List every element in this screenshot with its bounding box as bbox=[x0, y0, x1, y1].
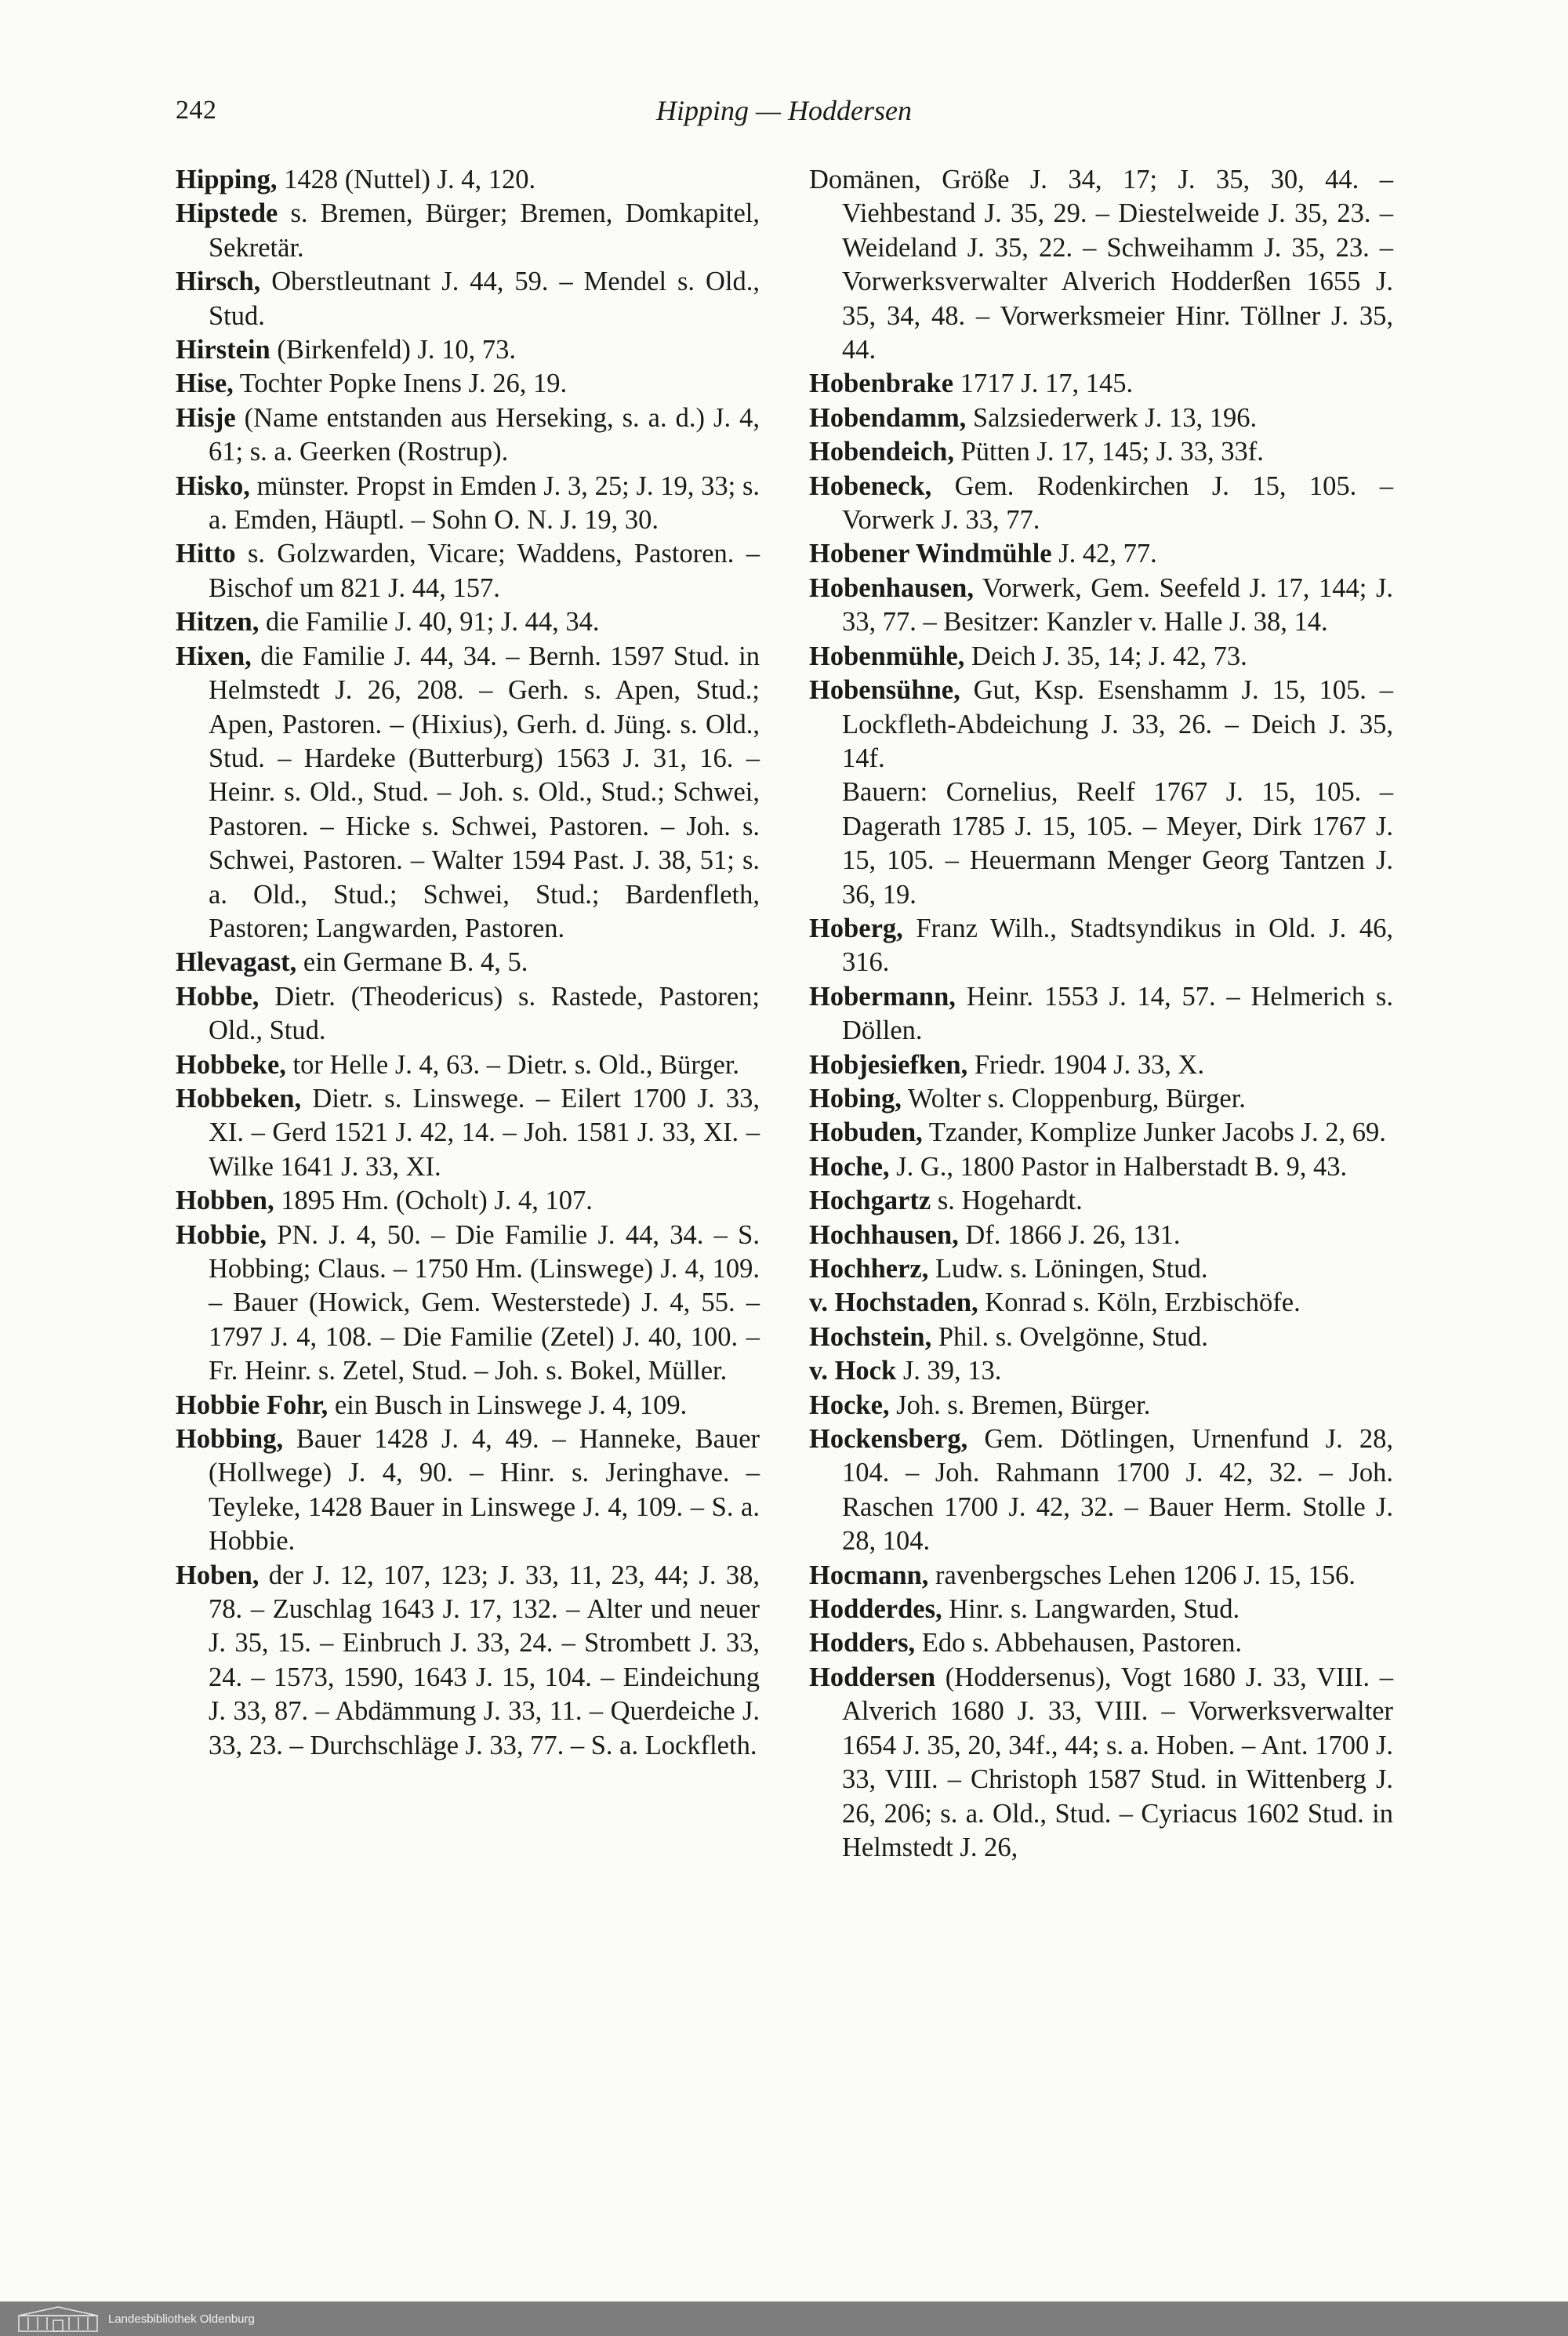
entry-text: J. 39, 13. bbox=[896, 1356, 1002, 1386]
entry-keyword: Hitzen, bbox=[176, 607, 260, 638]
page-number: 242 bbox=[176, 96, 217, 125]
index-entry bbox=[809, 470, 1393, 538]
index-entry bbox=[809, 980, 1393, 1048]
entry-keyword: Hocke, bbox=[809, 1390, 890, 1420]
entry-text: J. 42, 77. bbox=[1051, 539, 1157, 569]
entry-text: Dietr. (Theodericus) s. Rastede, Pastoren; Old., Stud. bbox=[209, 981, 760, 1046]
entry-keyword: Hobbie, bbox=[176, 1219, 267, 1250]
index-entry bbox=[176, 367, 760, 401]
index-entry bbox=[809, 1150, 1393, 1184]
index-entry bbox=[809, 537, 1393, 571]
entry-text: Gut, Ksp. Esenshamm J. 15, 105. – Lockfleth-Abdeichung J. 33, 26. – Deich J. 35, 14f. bbox=[842, 675, 1393, 773]
index-entry bbox=[809, 1082, 1393, 1116]
entry-text: (Hoddersenus), Vogt 1680 J. 33, VIII. – Alverich 1680 J. 33, VIII. – Vorwerksverwalter 1654 J. 35, 20, 34f., 44; s. a. Hoben. – Ant. 1700 J. 33, VIII. – Christoph 1587 Stud. in Wittenberg J. 26, 206; s. a. Old., Stud. – Cyriacus 1602 Stud. in Helmstedt J. 26, bbox=[842, 1662, 1393, 1862]
entry-keyword: Hobenmühle, bbox=[809, 641, 965, 671]
entry-text: Dietr. s. Linswege. – Eilert 1700 J. 33, XI. – Gerd 1521 J. 42, 14. – Joh. 1581 J. 33, XI. – Wilke 1641 J. 33, XI. bbox=[209, 1083, 760, 1182]
entry-text: Deich J. 35, 14; J. 42, 73. bbox=[964, 641, 1247, 671]
entry-text: Phil. s. Ovelgönne, Stud. bbox=[931, 1321, 1208, 1352]
entry-text: s. Bremen, Bürger; Bremen, Domkapitel, Sekretär. bbox=[209, 198, 760, 263]
entry-keyword: Hoddersen bbox=[809, 1662, 936, 1692]
entry-text: Heinr. 1553 J. 14, 57. – Helmerich s. Döllen. bbox=[842, 981, 1393, 1046]
entry-keyword: Hoben, bbox=[176, 1560, 260, 1590]
entry-text: Salzsiederwerk J. 13, 196. bbox=[966, 402, 1258, 433]
entry-text: Konrad s. Köln, Erzbischöfe. bbox=[978, 1288, 1301, 1318]
entry-text: s. Golzwarden, Vicare; Waddens, Pastoren. – Bischof um 821 J. 44, 157. bbox=[209, 539, 760, 603]
entry-keyword: Hobeneck, bbox=[809, 470, 932, 501]
left-column bbox=[176, 163, 760, 1763]
entry-keyword: Hochstein, bbox=[809, 1321, 932, 1352]
entry-text: Pütten J. 17, 145; J. 33, 33f. bbox=[953, 437, 1264, 467]
entry-text: Ludw. s. Löningen, Stud. bbox=[928, 1254, 1208, 1284]
entry-text: ravenbergsches Lehen 1206 J. 15, 156. bbox=[928, 1560, 1356, 1590]
index-entry bbox=[809, 1116, 1393, 1150]
entry-text: Df. 1866 J. 26, 131. bbox=[958, 1219, 1181, 1250]
entry-keyword: Hobbie Fohr, bbox=[176, 1390, 328, 1420]
entry-keyword: Hobbe, bbox=[176, 981, 260, 1012]
entry-keyword: Hise, bbox=[176, 369, 234, 399]
footer-bar bbox=[0, 2301, 1568, 2336]
entry-text: Tzander, Komplize Junker Jacobs J. 2, 69. bbox=[922, 1117, 1386, 1148]
entry-keyword: v. Hochstaden, bbox=[809, 1288, 978, 1318]
entry-keyword: Hobermann, bbox=[809, 981, 956, 1012]
entry-text: Gem. Rodenkirchen J. 15, 105. – Vorwerk J. 33, 77. bbox=[842, 470, 1393, 536]
entry-text: 1717 J. 17, 145. bbox=[953, 369, 1134, 399]
index-entry bbox=[176, 333, 760, 367]
index-entry bbox=[809, 1219, 1393, 1252]
index-entry bbox=[176, 401, 760, 470]
entry-text: s. Hogehardt. bbox=[931, 1186, 1083, 1216]
entry-keyword: Hipstede bbox=[176, 198, 278, 229]
index-entry bbox=[176, 640, 760, 946]
index-entry bbox=[176, 1389, 760, 1422]
entry-keyword: Hixen, bbox=[176, 641, 252, 671]
entry-text: Edo s. Abbehausen, Pastoren. bbox=[915, 1628, 1242, 1658]
entry-keyword: Hochgartz bbox=[809, 1186, 931, 1216]
index-entry bbox=[176, 197, 760, 265]
entry-keyword: Hodders, bbox=[809, 1628, 916, 1658]
entry-text: Oberstleutnant J. 44, 59. – Mendel s. Old., Stud. bbox=[209, 267, 760, 331]
entry-keyword: Hirstein bbox=[176, 335, 270, 365]
entry-text: PN. J. 4, 50. – Die Familie J. 44, 34. – S. Hobbing; Claus. – 1750 Hm. (Linswege) J. 4, 109. – Bauer (Howick, Gem. Westerstede) J. 4, 55. – 1797 J. 4, 108. – Die Familie (Zetel) J. 40, 100. – Fr. Heinr. s. Zetel, Stud. – Joh. s. Bokel, Müller. bbox=[209, 1219, 760, 1386]
entry-keyword: Hobendamm, bbox=[809, 402, 967, 433]
index-entry bbox=[176, 980, 760, 1048]
index-entry bbox=[809, 1661, 1393, 1865]
entry-text: 1428 (Nuttel) J. 4, 120. bbox=[277, 165, 536, 194]
entry-keyword: Hobben, bbox=[176, 1186, 274, 1216]
index-entry bbox=[176, 946, 760, 979]
entry-text: J. G., 1800 Pastor in Halberstadt B. 9, 43. bbox=[889, 1151, 1348, 1182]
index-entry bbox=[176, 537, 760, 605]
index-entry bbox=[809, 401, 1393, 435]
entry-text: Domänen, Größe J. 34, 17; J. 35, 30, 44. – Viehbestand J. 35, 29. – Diestelweide J. 35, 23. – Weideland J. 35, 22. – Schweihamm J. 35, 23. – Vorwerksverwalter Alverich Hodderßen 1655 J. 35, 34, 48. – Vorwerksmeier Hinr. Töllner J. 35, 44. bbox=[809, 165, 1393, 365]
entry-keyword: Hobuden, bbox=[809, 1117, 923, 1148]
entry-text: der J. 12, 107, 123; J. 33, 11, 23, 44; J. 38, 78. – Zuschlag 1643 J. 17, 132. – Alter und neuer J. 35, 15. – Einbruch J. 33, 24. – Strombett J. 33, 24. – 1573, 1590, 1643 J. 15, 104. – Eindeichung J. 33, 87. – Abdämmung J. 33, 11. – Querdeiche J. 33, 23. – Durchschläge J. 33, 77. – S. a. Lockfleth. bbox=[209, 1560, 760, 1760]
entry-keyword: Hobenbrake bbox=[809, 369, 954, 399]
index-entry bbox=[809, 163, 1393, 367]
index-entry bbox=[809, 572, 1393, 640]
entry-text: Tochter Popke Inens J. 26, 19. bbox=[233, 369, 568, 399]
entry-text: Friedr. 1904 J. 33, X. bbox=[967, 1049, 1205, 1080]
index-entry bbox=[176, 1082, 760, 1184]
index-entry bbox=[809, 1321, 1393, 1354]
entry-text: (Birkenfeld) J. 10, 73. bbox=[270, 335, 517, 365]
index-entry bbox=[809, 1184, 1393, 1218]
footer-library-name: Landesbibliothek Oldenburg bbox=[108, 2312, 255, 2326]
index-entry bbox=[809, 1422, 1393, 1559]
index-entry bbox=[176, 470, 760, 538]
entry-keyword: Hobensühne, bbox=[809, 675, 960, 706]
entry-text: ein Germane B. 4, 5. bbox=[296, 947, 528, 978]
entry-keyword: v. Hock bbox=[809, 1356, 897, 1386]
entry-keyword: Hobbing, bbox=[176, 1424, 284, 1455]
index-entry bbox=[176, 1184, 760, 1218]
right-column bbox=[809, 163, 1393, 1865]
entry-text: (Name entstanden aus Herseking, s. a. d.) J. 4, 61; s. a. Geerken (Rostrup). bbox=[209, 402, 760, 467]
entry-keyword: Hobenhausen, bbox=[809, 572, 974, 603]
entry-keyword: Hisje bbox=[176, 402, 236, 433]
entry-text: Franz Wilh., Stadtsyndikus in Old. J. 46, 316. bbox=[842, 913, 1393, 978]
index-entry bbox=[809, 912, 1393, 980]
entry-keyword: Hoche, bbox=[809, 1151, 890, 1182]
index-entry bbox=[809, 1593, 1393, 1626]
entry-text: die Familie J. 44, 34. – Bernh. 1597 Stud. in Helmstedt J. 26, 208. – Gerh. s. Apen, Stud.; Apen, Pastoren. – (Hixius), Gerh. d. Jüng. s. Old., Stud. – Hardeke (Butterburg) 1563 J. 31, 16. – Heinr. s. Old., Stud. – Joh. s. Old., Stud.; Schwei, Pastoren. – Hicke s. Schwei, Pastoren. – Joh. s. Schwei, Pastoren. – Walter 1594 Past. J. 38, 51; s. a. Old., Stud.; Schwei, Stud.; Bardenfleth, Pastoren; Langwarden, Pastoren. bbox=[209, 641, 760, 943]
entry-text: Joh. s. Bremen, Bürger. bbox=[889, 1390, 1151, 1420]
running-head: Hipping — Hoddersen bbox=[656, 95, 912, 126]
entry-text: münster. Propst in Emden J. 3, 25; J. 19, 33; s. a. Emden, Häuptl. – Sohn O. N. J. 19, 30. bbox=[209, 470, 760, 536]
entry-text: Vorwerk, Gem. Seefeld J. 17, 144; J. 33, 77. – Besitzer: Kanzler v. Halle J. 38, 14. bbox=[842, 572, 1393, 638]
index-entry bbox=[176, 605, 760, 639]
index-entry bbox=[176, 1422, 760, 1559]
index-entry bbox=[176, 1219, 760, 1389]
index-entry bbox=[809, 367, 1393, 401]
entry-keyword: Hocmann, bbox=[809, 1560, 929, 1590]
entry-keyword: Hochhausen, bbox=[809, 1219, 959, 1250]
entry-text: Wolter s. Cloppenburg, Bürger. bbox=[901, 1083, 1246, 1114]
entry-keyword: Hobbeken, bbox=[176, 1083, 302, 1114]
entry-keyword: Hobbeke, bbox=[176, 1049, 286, 1080]
entry-keyword: Hisko, bbox=[176, 470, 250, 501]
entry-keyword: Hobendeich, bbox=[809, 437, 954, 467]
index-entry bbox=[176, 1048, 760, 1082]
index-entry bbox=[809, 1559, 1393, 1593]
entry-keyword: Hitto bbox=[176, 539, 236, 569]
entry-keyword: Hipping, bbox=[176, 165, 278, 194]
entry-text: ein Busch in Linswege J. 4, 109. bbox=[328, 1390, 688, 1420]
index-entry bbox=[176, 163, 760, 197]
entry-keyword: Hochherz, bbox=[809, 1254, 929, 1284]
entry-continuation: Bauern: Cornelius, Reelf 1767 J. 15, 105. – Dagerath 1785 J. 15, 105. – Meyer, Dirk 1767 J. 15, 105. – Heuermann Menger Georg Tantzen J. 36, 19. bbox=[842, 777, 1393, 910]
index-entry bbox=[809, 640, 1393, 674]
index-entry bbox=[809, 1354, 1393, 1388]
index-entry bbox=[809, 1286, 1393, 1320]
entry-keyword: Hobing, bbox=[809, 1083, 902, 1114]
index-entry bbox=[176, 1559, 760, 1763]
entry-text: Bauer 1428 J. 4, 49. – Hanneke, Bauer (Hollwege) J. 4, 90. – Hinr. s. Jeringhave. – Teyleke, 1428 Bauer in Linswege J. 4, 109. – S. a. Hobbie. bbox=[209, 1424, 760, 1557]
index-entry bbox=[809, 435, 1393, 469]
index-entry bbox=[809, 1252, 1393, 1286]
library-building-icon bbox=[17, 2305, 99, 2333]
entry-text: tor Helle J. 4, 63. – Dietr. s. Old., Bürger. bbox=[285, 1049, 740, 1080]
entry-text: Hinr. s. Langwarden, Stud. bbox=[942, 1594, 1240, 1625]
index-entry bbox=[809, 1389, 1393, 1422]
index-entry bbox=[809, 1048, 1393, 1082]
index-entry bbox=[176, 265, 760, 333]
entry-text: 1895 Hm. (Ocholt) J. 4, 107. bbox=[274, 1186, 593, 1216]
entry-keyword: Hodderdes, bbox=[809, 1594, 942, 1625]
entry-keyword: Hirsch, bbox=[176, 267, 261, 297]
index-entry bbox=[809, 674, 1393, 912]
entry-keyword: Hobjesiefken, bbox=[809, 1049, 968, 1080]
entry-keyword: Hobener Windmühle bbox=[809, 539, 1052, 569]
entry-keyword: Hockensberg, bbox=[809, 1424, 968, 1455]
entry-keyword: Hoberg, bbox=[809, 913, 903, 943]
index-entry bbox=[809, 1626, 1393, 1660]
entry-text: Gem. Dötlingen, Urnenfund J. 28, 104. – Joh. Rahmann 1700 J. 42, 32. – Joh. Raschen 1700 J. 42, 32. – Bauer Herm. Stolle J. 28, 104. bbox=[842, 1424, 1393, 1557]
entry-keyword: Hlevagast, bbox=[176, 947, 297, 978]
entry-text: die Familie J. 40, 91; J. 44, 34. bbox=[259, 607, 600, 638]
